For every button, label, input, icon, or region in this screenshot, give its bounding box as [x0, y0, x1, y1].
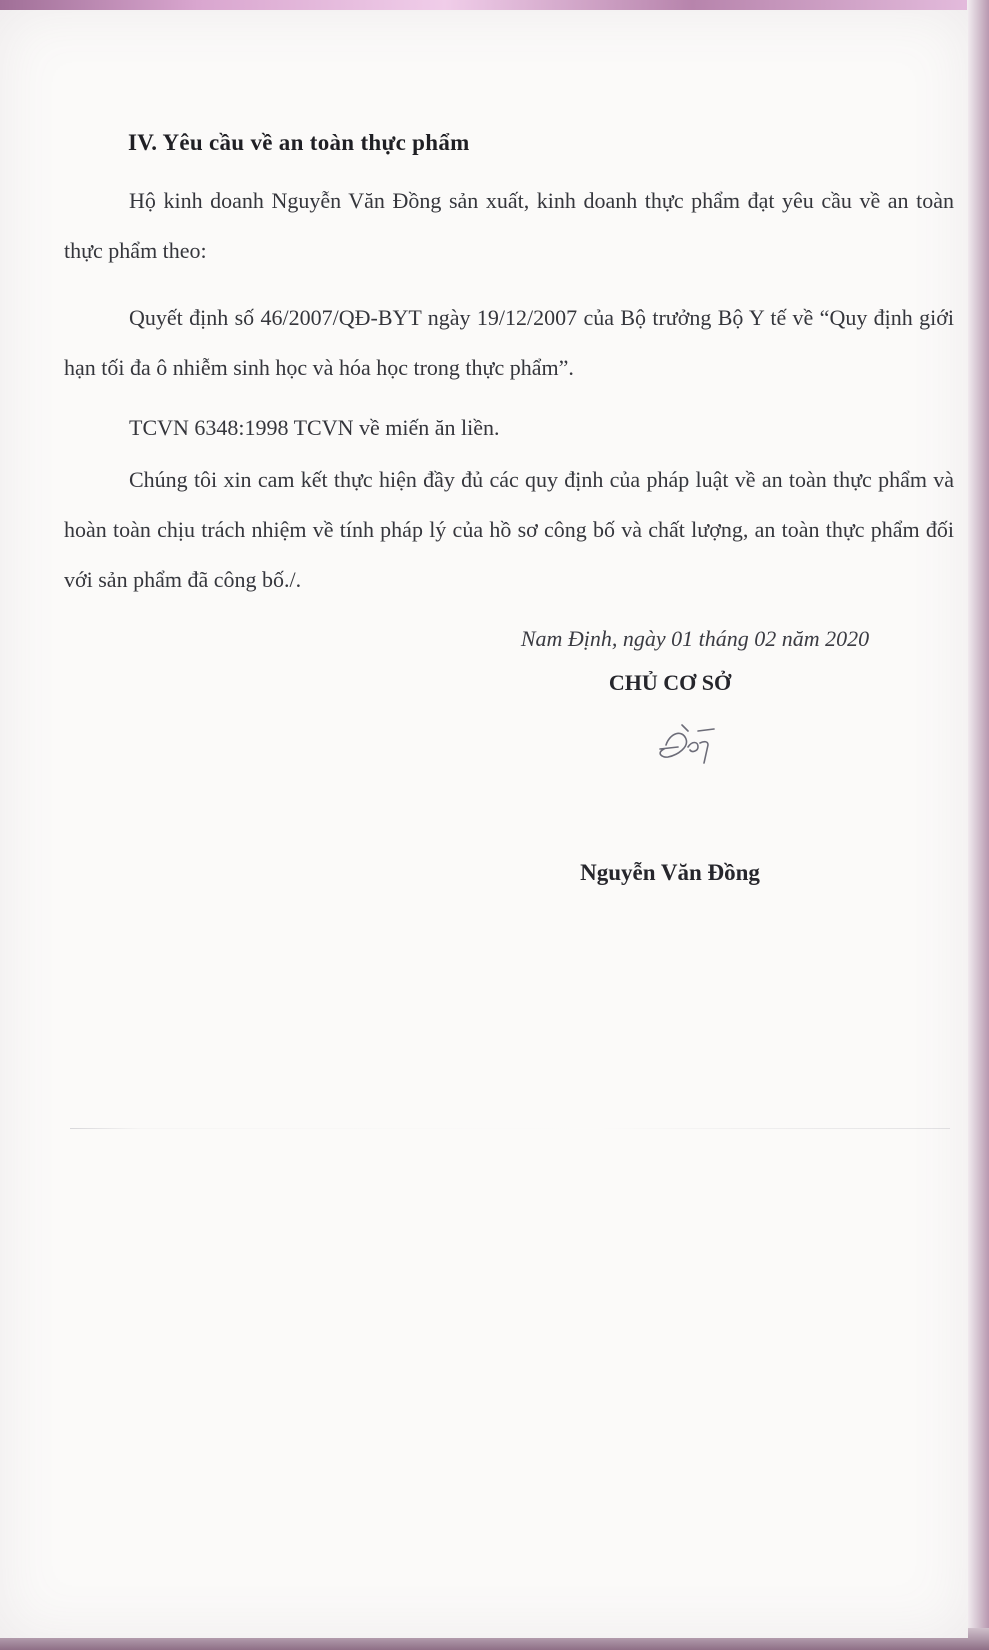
signer-name: Nguyễn Văn Đồng [580, 860, 760, 885]
handwritten-signature [642, 715, 732, 775]
signer-role: CHỦ CƠ SỞ [608, 670, 732, 695]
paragraph-intro: Hộ kinh doanh Nguyễn Văn Đồng sản xuất, kinh doanh thực phẩm đạt yêu cầu về an toàn thực phẩm theo: [64, 188, 954, 263]
signature-date-line: Nam Định, ngày 01 tháng 02 năm 2020 [520, 626, 870, 651]
section-heading: IV. Yêu cầu về an toàn thực phẩm [128, 130, 470, 155]
paragraph-commitment: Chúng tôi xin cam kết thực hiện đầy đủ các quy định của pháp luật về an toàn thực phẩm và hoàn toàn chịu trách nhiệm về tính pháp lý của hồ sơ công bố và chất lượng, an toàn thực phẩm đối với sản phẩm đã công bố./. [64, 467, 954, 592]
photo-background-right [967, 0, 989, 1650]
scan-artifact-line [70, 1128, 950, 1129]
paragraph-regulation: Quyết định số 46/2007/QĐ-BYT ngày 19/12/2007 của Bộ trưởng Bộ Y tế về “Quy định giới hạn tối đa ô nhiễm sinh học và hóa học trong thực phẩm”. [64, 305, 954, 380]
paragraph-standard: TCVN 6348:1998 TCVN về miến ăn liền. [129, 415, 500, 440]
